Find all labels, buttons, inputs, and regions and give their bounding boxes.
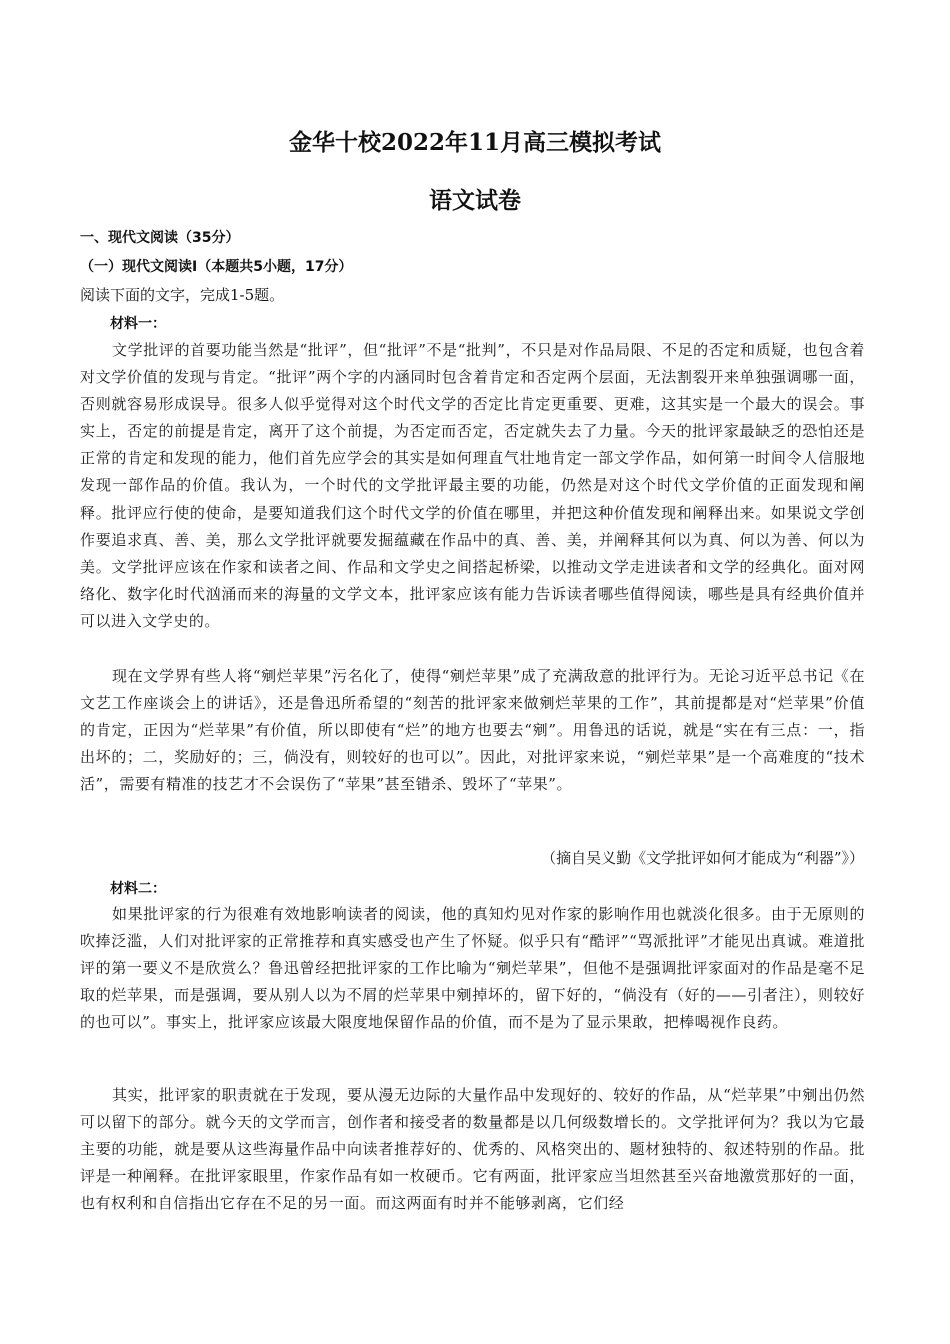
material-two-label: 材料二： [110, 881, 166, 897]
material-one-paragraph: 文学批评的首要功能当然是“批评”，但“批评”不是“批判”，不只是对作品局限、不足的否定和质疑，也包含着对文学价值的发现与肯定。“批评”两个字的内涵同时包含着肯定和否定两个层面，无法割裂开来单独强调哪一面，否则就容易形成误导。很多人似乎觉得对这个时代文学的否定比肯定更重要、更难，这其实是一个最大的误会。事实上，否定的前提是肯定，离开了这个前提，为否定而否定，否定就失去了力量。今天的批评家最缺乏的恐怕还是正常的肯定和发现的能力，他们首先应学会的其实是如何理直气壮地肯定一部文学作品，如何第一时间令人信服地发现一部作品的价值。我认为，一个时代的文学批评最主要的功能，仍然是对这个时代文学价值的正面发现和阐释。批评应行使的使命，是要知道我们这个时代文学的价值在哪里，并把这种价值发现和阐释出来。如果说文学创作要追求真、善、美，那么文学批评就要发掘蕴藏在作品中的真、善、美，并阐释其何以为真、何以为善、何以为美。文学批评应该在作家和读者之间、作品和文学史之间搭起桥梁，以推动文学走进读者和文学的经典化。面对网络化、数字化时代汹涌而来的海量的文学文本，批评家应该有能力告诉读者哪些值得阅读，哪些是具有经典价值并可以进入文学史的。 [80, 341, 865, 630]
material-two-paragraph: 其实，批评家的职责就在于发现，要从漫无边际的大量作品中发现好的、较好的作品，从“烂苹果”中剜出仍然可以留下的部分。就今天的文学而言，创作者和接受者的数量都是以几何级数增长的。文学批评何为？我以为它最主要的功能，就是要从这些海量作品中向读者推荐好的、优秀的、风格突出的、题材独特的、叙述特别的作品。批评是一种阐释。在批评家眼里，作家作品有如一枚硬币。它有两面，批评家应当坦然甚至兴奋地激赏那好的一面，也有权利和自信指出它存在不足的另一面。而这两面有时并不能够剥离，它们经 [80, 1086, 865, 1213]
material-one-paragraph: 现在文学界有些人将“剜烂苹果”污名化了，使得“剜烂苹果”成了充满敌意的批评行为。无论习近平总书记《在文艺工作座谈会上的讲话》，还是鲁迅所希望的“刻苦的批评家来做剜烂苹果的工作”，其前提都是对“烂苹果”价值的肯定，正因为“烂苹果”有价值，所以即使有“烂”的地方也要去“剜”。用鲁迅的话说，就是“实在有三点：一，指出坏的；二，奖励好的；三，倘没有，则较好的也可以”。因此，对批评家来说，“剜烂苹果”是一个高难度的“技术活”，需要有精准的技艺才不会误伤了“苹果”甚至错杀、毁坏了“苹果”。 [80, 667, 865, 794]
reading-instruction: 阅读下面的文字，完成1-5题。 [80, 286, 285, 304]
material-one-source: （摘自吴义勤《文学批评如何才能成为“利器”》） [541, 849, 864, 867]
exam-subtitle: 语文试卷 [429, 187, 521, 214]
subsection-heading: （一）现代文阅读Ⅰ（本题共5小题，17分） [80, 259, 353, 275]
exam-title: 金华十校2022年11月高三模拟考试 [288, 129, 662, 156]
material-one-label: 材料一： [110, 316, 166, 332]
material-two-paragraph: 如果批评家的行为很难有效地影响读者的阅读，他的真知灼见对作家的影响作用也就淡化很多。由于无原则的吹捧泛滥，人们对批评家的正常推荐和真实感受也产生了怀疑。似乎只有“酷评”“骂派批评”才能见出真诚。难道批评的第一要义不是欣赏么？鲁迅曾经把批评家的工作比喻为“剜烂苹果”，但他不是强调批评家面对的作品是毫不足取的烂苹果，而是强调，要从别人以为不屑的烂苹果中剜掉坏的，留下好的，“倘没有（好的——引者注），则较好的也可以”。事实上，批评家应该最大限度地保留作品的价值，而不是为了显示果敢，把棒喝视作良药。 [80, 905, 865, 1032]
section-heading: 一、现代文阅读（35分） [80, 230, 240, 246]
